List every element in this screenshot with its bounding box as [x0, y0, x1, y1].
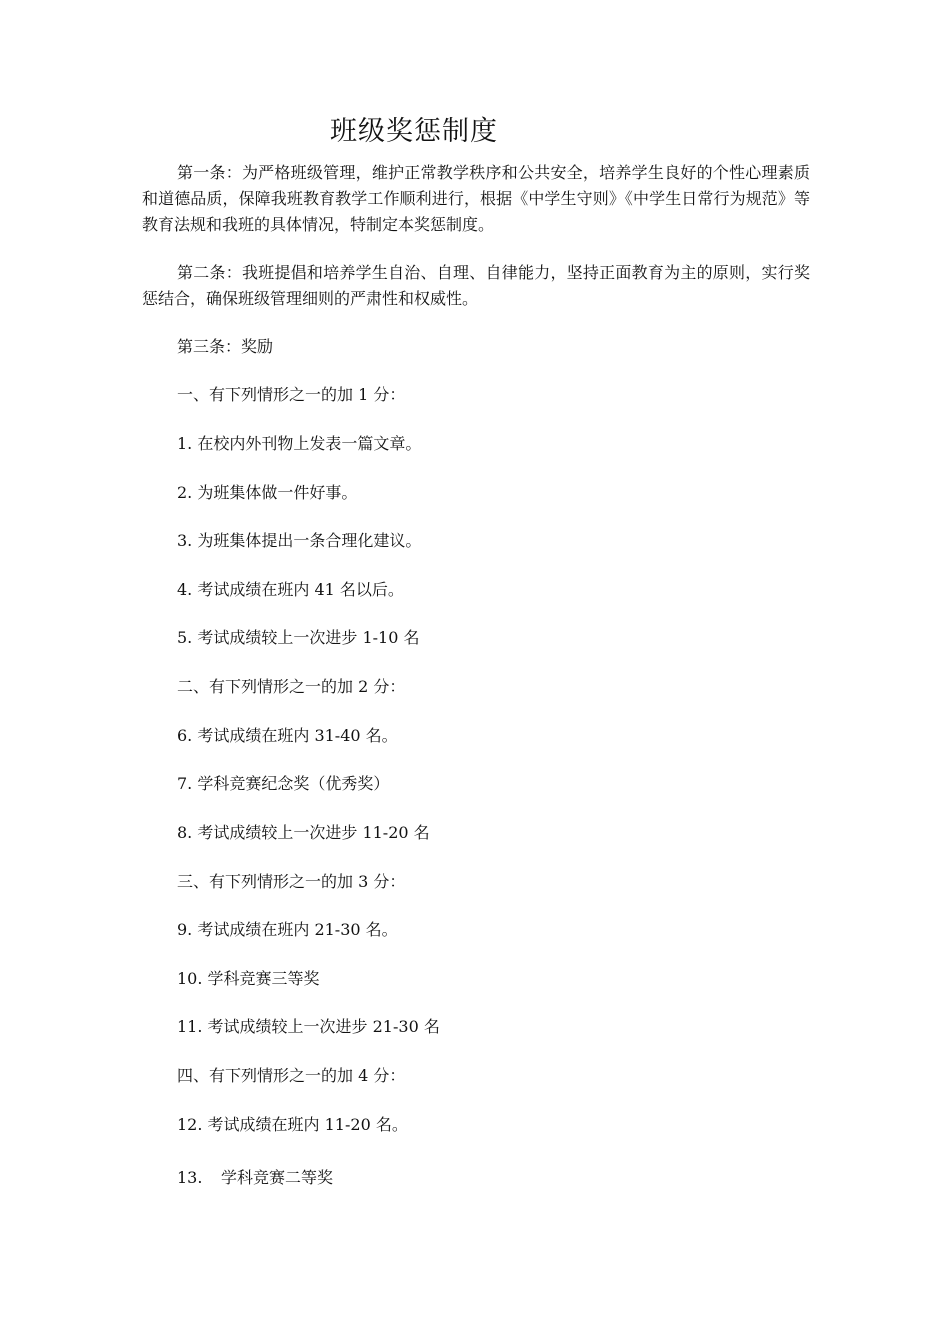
section-heading: 四、有下列情形之一的加 4 分：	[177, 1066, 406, 1085]
list-item: 4. 考试成绩在班内 41 名以后。	[177, 580, 404, 599]
list-item: 8. 考试成绩较上一次进步 11-20 名	[177, 823, 430, 842]
list-item: 5. 考试成绩较上一次进步 1-10 名	[177, 628, 420, 647]
list-item: 12. 考试成绩在班内 11-20 名。	[177, 1115, 408, 1134]
article-3-heading: 第三条：奖励	[177, 337, 274, 356]
list-item	[177, 1167, 333, 1189]
list-item: 10. 学科竞赛三等奖	[177, 969, 320, 988]
section-heading: 三、有下列情形之一的加 3 分：	[177, 872, 406, 891]
list-item: 9. 考试成绩在班内 21-30 名。	[177, 920, 398, 939]
section-heading: 二、有下列情形之一的加 2 分：	[177, 677, 406, 696]
list-item: 11. 考试成绩较上一次进步 21-30 名	[177, 1017, 440, 1036]
article-1-paragraph: 第一条：为严格班级管理，维护正常教学秩序和公共安全，培养学生良好的个性心理素质和道德品质，保障我班教育教学工作顺利进行，根据《中学生守则》《中学生日常行为规范》等教育法规和我班的具体情况，特制定本奖惩制度。	[142, 163, 810, 234]
article-2-paragraph: 第二条：我班提倡和培养学生自治、自理、自律能力，坚持正面教育为主的原则，实行奖惩结合，确保班级管理细则的严肃性和权威性。	[142, 263, 810, 308]
document-title: 班级奖惩制度	[330, 116, 498, 147]
list-item: 1. 在校内外刊物上发表一篇文章。	[177, 434, 422, 453]
list-item-number: 13.	[177, 1168, 203, 1187]
list-item-text: 学科竞赛二等奖	[221, 1168, 334, 1187]
list-item: 6. 考试成绩在班内 31-40 名。	[177, 726, 398, 745]
list-item: 2. 为班集体做一件好事。	[177, 483, 358, 502]
section-heading: 一、有下列情形之一的加 1 分：	[177, 385, 406, 404]
list-item: 3. 为班集体提出一条合理化建议。	[177, 531, 422, 550]
list-item: 7. 学科竞赛纪念奖（优秀奖）	[177, 774, 390, 793]
